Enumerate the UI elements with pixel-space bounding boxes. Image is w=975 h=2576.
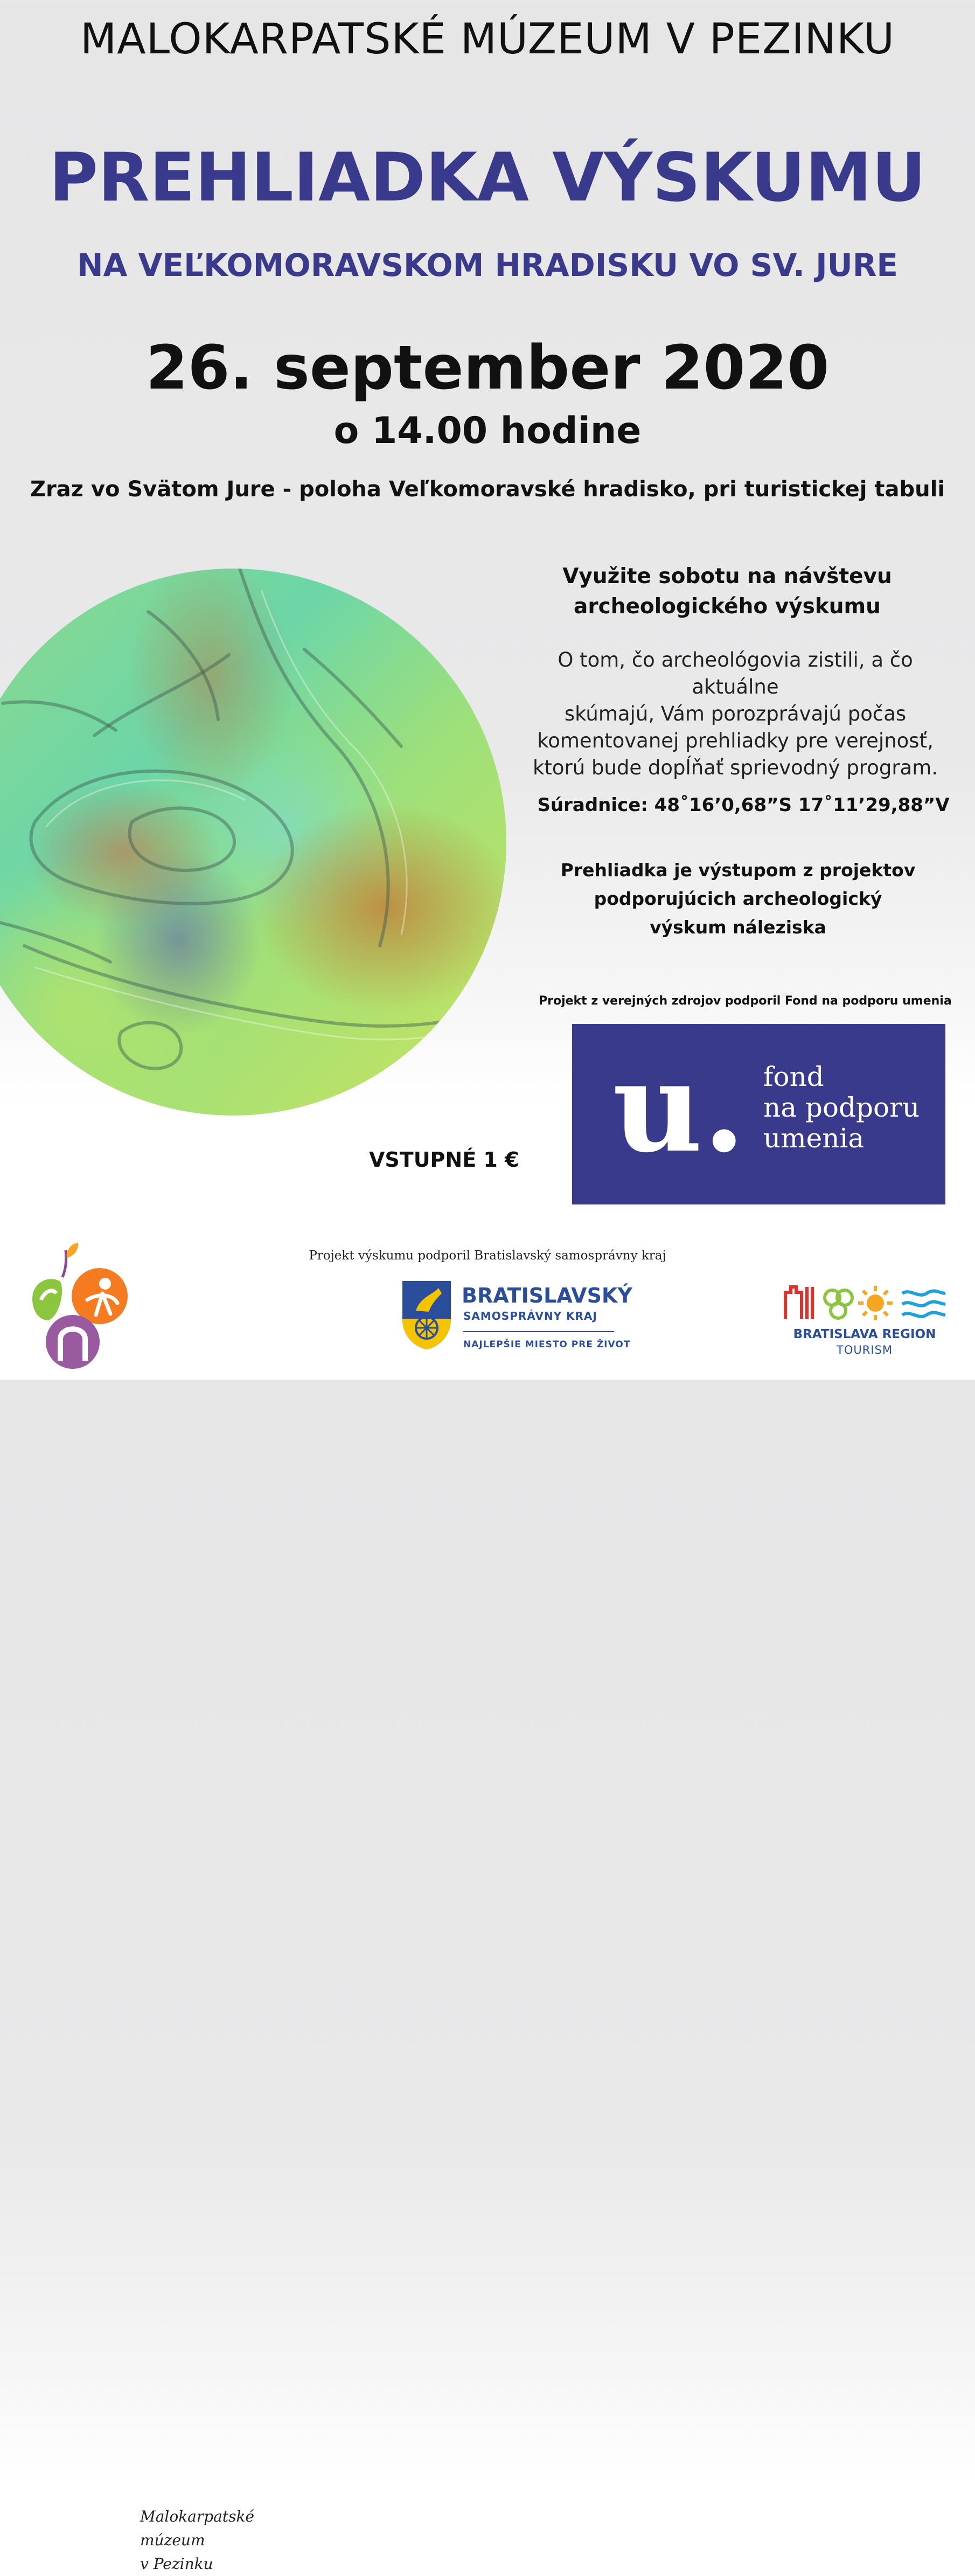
tourism-subtitle: TOURISM <box>837 1344 893 1356</box>
fund-logo <box>572 1024 945 1204</box>
tourism-logo <box>776 1282 953 1362</box>
lidar-relief-map-image <box>0 569 506 1116</box>
event-date: 26. september 2020 <box>145 333 830 403</box>
event-time: o 14.00 hodine <box>333 410 642 452</box>
bsk-logo <box>400 1278 632 1359</box>
body-line: ktorú bude dopĺňať sprievodný program. <box>532 756 938 779</box>
invitation-heading <box>533 562 921 622</box>
project-statement <box>539 856 937 941</box>
invitation-line-1: Využite sobotu na návštevu <box>562 564 892 588</box>
fund-logo-line: umenia <box>763 1123 865 1154</box>
bsk-motto: NAJLEPŠIE MIESTO PRE ŽIVOT <box>463 1339 631 1350</box>
meeting-point: Zraz vo Svätom Jure - poloha Veľkomoravské hradisko, pri turistickej tabuli <box>30 477 945 502</box>
museum-logo-text <box>140 2505 254 2576</box>
museum-logo-line: múzeum <box>140 2531 205 2549</box>
museum-logo-line: v Pezinku <box>140 2555 213 2573</box>
fund-logo-line: na podporu <box>763 1092 920 1123</box>
entry-fee: VSTUPNÉ 1 € <box>369 1148 519 1172</box>
invitation-line-2: archeologického výskumu <box>574 594 881 619</box>
map-relief-lines <box>0 569 506 1116</box>
fund-logo-text <box>763 1062 920 1154</box>
museum-logo <box>27 1239 307 2573</box>
bsk-coat-of-arms-icon <box>400 1278 454 1351</box>
invitation-body <box>525 647 945 781</box>
body-line: skúmajú, Vám porozprávajú počas <box>564 702 907 725</box>
fund-logo-mark: u. <box>612 1035 746 1180</box>
bsk-divider <box>463 1331 614 1332</box>
museum-header: MALOKARPATSKÉ MÚZEUM V PEZINKU <box>80 15 895 64</box>
museum-fruit-logo <box>27 1239 135 1372</box>
bsk-subtitle: SAMOSPRÁVNY KRAJ <box>463 1310 597 1322</box>
museum-logo-line: Malokarpatské <box>140 2508 254 2525</box>
region-support-caption: Projekt výskumu podporil Bratislavský samosprávny kraj <box>309 1249 666 1263</box>
body-line: komentovanej prehliadky pre verejnosť, <box>537 729 934 752</box>
body-line: O tom, čo archeológovia zistili, a čo aktuálne <box>558 648 913 698</box>
fund-caption: Projekt z verejných zdrojov podporil Fond na podporu umenia <box>539 994 952 1008</box>
fund-logo-line: fond <box>763 1061 824 1092</box>
project-line: Prehliadka je výstupom z projektov <box>560 860 916 881</box>
project-line: výskum náleziska <box>650 917 826 938</box>
page-title: PREHLIADKA VÝSKUMU <box>49 139 926 217</box>
coordinates: Súradnice: 48˚16’0,68”S 17˚11’29,88”V <box>537 794 950 816</box>
bsk-name: BRATISLAVSKÝ <box>462 1284 632 1307</box>
bratislava-region-tourism-icons <box>781 1282 948 1325</box>
project-line: podporujúcich archeologický <box>594 888 882 909</box>
page-subtitle: NA VEĽKOMORAVSKOM HRADISKU VO SV. JURE <box>76 247 899 283</box>
tourism-name: BRATISLAVA REGION <box>793 1327 936 1341</box>
